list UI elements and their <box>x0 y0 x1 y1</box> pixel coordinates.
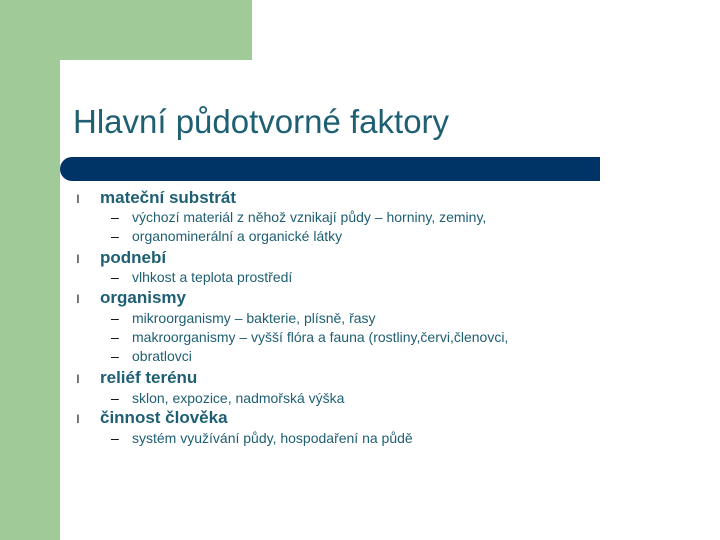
dash-marker: – <box>111 209 119 225</box>
dash-marker: – <box>111 310 119 326</box>
dash-marker: – <box>111 348 119 364</box>
dash-marker: – <box>111 329 119 345</box>
dash-marker: – <box>111 228 119 244</box>
sub-item: sklon, expozice, nadmořská výška <box>132 390 345 406</box>
slide-title: Hlavní půdotvorné faktory <box>73 103 450 140</box>
title-bar <box>60 157 600 181</box>
sub-item: mikroorganismy – bakterie, plísně, řasy <box>132 310 376 326</box>
dash-marker: – <box>111 430 119 446</box>
list-item: činnost člověka <box>100 408 228 427</box>
list-item: podnebí <box>100 248 167 267</box>
dash-marker: – <box>111 390 119 406</box>
bullet-marker: l <box>76 372 80 386</box>
sub-item: vlhkost a teplota prostředí <box>132 269 293 285</box>
bullet-marker: l <box>76 412 80 426</box>
bullet-marker: l <box>76 292 80 306</box>
sub-item: organominerální a organické látky <box>132 228 343 244</box>
sub-item: výchozí materiál z něhož vznikají půdy – horniny, zeminy, <box>132 209 487 225</box>
bullet-marker: l <box>76 192 80 206</box>
dash-marker: – <box>111 269 119 285</box>
decor-white-corner <box>60 60 100 100</box>
sub-item: systém využívání půdy, hospodaření na půdě <box>132 430 413 446</box>
list-item: reliéf terénu <box>100 368 198 387</box>
bullet-marker: l <box>76 252 80 266</box>
list-item: organismy <box>100 288 186 307</box>
list-item: mateční substrát <box>100 188 237 207</box>
decor-green-left <box>0 0 60 540</box>
sub-item: makroorganismy – vyšší flóra a fauna (rostliny,červi,členovci, <box>132 329 509 345</box>
sub-item: obratlovci <box>132 348 192 364</box>
